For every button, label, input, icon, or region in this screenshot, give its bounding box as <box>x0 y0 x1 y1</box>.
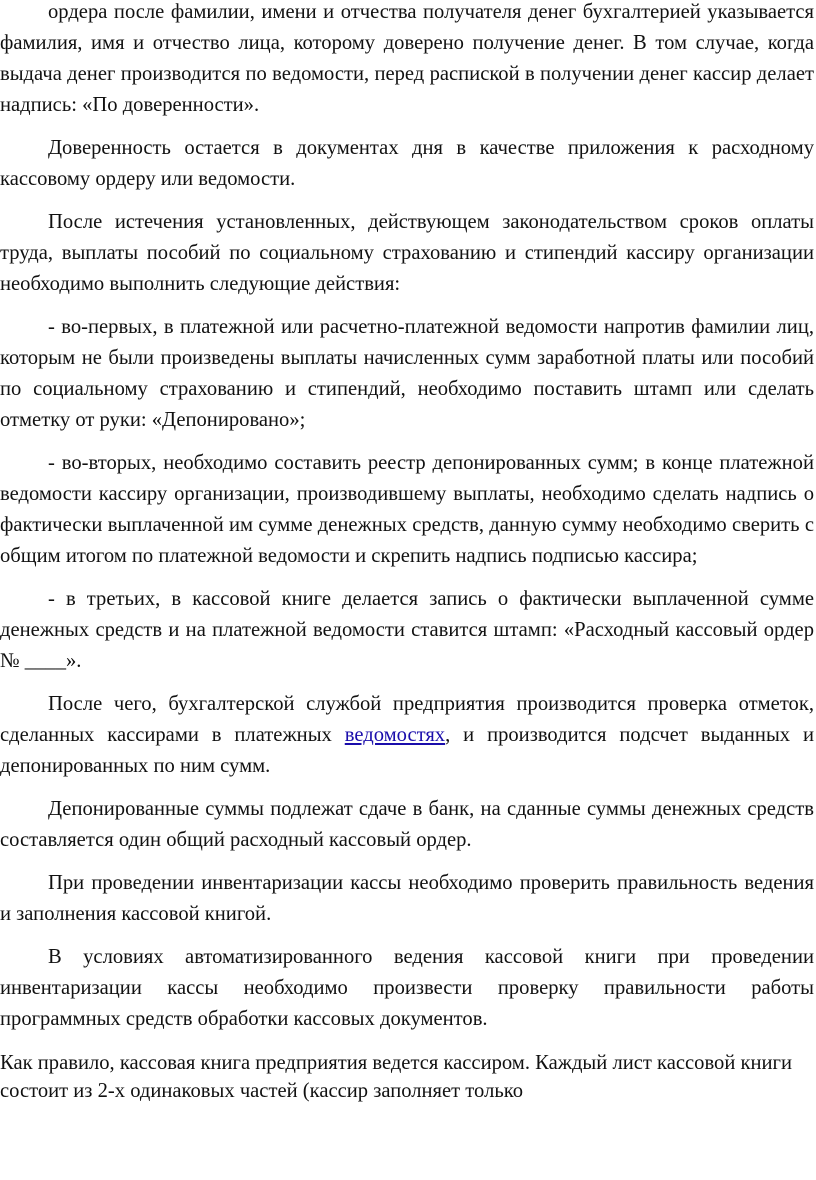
paragraph-7-before: После чего, бухгалтерской службой предприятия производится проверка отметок, сделанных кассирами в платежных <box>0 693 814 746</box>
paragraph-10: В условиях автоматизированного ведения кассовой книги при проведении инвентаризации кассы необходимо произвести проверку правильности работы программных средств обработки кассовых документов. <box>0 946 814 1030</box>
paragraph-11: Как правило, кассовая книга предприятия ведется кассиром. Каждый лист кассовой книги состоит из 2-х одинаковых частей (кассир заполняет только <box>0 1052 793 1102</box>
paragraph-7 <box>0 689 814 782</box>
paragraph-1: ордера после фамилии, имени и отчества получателя денег бухгалтерией указывается фамилия, имя и отчество лица, которому доверено получение денег. В том случае, когда выдача денег производится по ведомости, перед распиской в получении денег кассир делает надпись: «По доверенности». <box>0 1 814 116</box>
paragraph-6: - в третьих, в кассовой книге делается запись о фактически выплаченной сумме денежных средств и на платежной ведомости ставится штамп: «Расходный кассовый ордер № ____». <box>0 588 814 672</box>
paragraph-8: Депонированные суммы подлежат сдаче в банк, на сданные суммы денежных средств составляется один общий расходный кассовый ордер. <box>0 798 814 851</box>
paragraph-7-after: , и производится подсчет выданных и депонированных по ним сумм. <box>0 724 814 777</box>
vedomosti-link[interactable]: ведомостях <box>344 724 446 746</box>
paragraph-9: При проведении инвентаризации кассы необходимо проверить правильность ведения и заполнения кассовой книгой. <box>0 872 814 925</box>
paragraph-5: - во-вторых, необходимо составить реестр депонированных сумм; в конце платежной ведомости кассиру организации, производившему выплаты, необходимо сделать надпись о фактически выплаченной им сумме денежных средств, данную сумму необходимо сверить с общим итогом по платежной ведомости и скрепить надпись подписью кассира; <box>0 452 814 567</box>
paragraph-4: - во-первых, в платежной или расчетно-платежной ведомости напротив фамилии лиц, которым не были произведены выплаты начисленных сумм заработной платы или пособий по социальному страхованию и стипендий, необходимо поставить штамп или сделать отметку от руки: «Депонировано»; <box>0 316 814 431</box>
paragraph-3: После истечения установленных, действующем законодательством сроков оплаты труда, выплаты пособий по социальному страхованию и стипендий кассиру организации необходимо выполнить следующие действия: <box>0 211 814 295</box>
paragraph-2: Доверенность остается в документах дня в качестве приложения к расходному кассовому ордеру или ведомости. <box>0 137 814 190</box>
